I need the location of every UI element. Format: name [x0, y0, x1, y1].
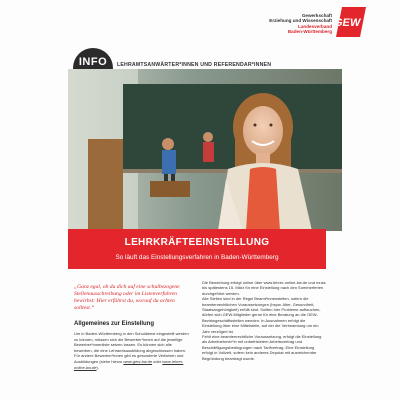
series-title: LEHRAMTSANWÄRTER*INNEN UND REFERENDAR*INNEN	[117, 62, 272, 68]
organization-name: Gewerkschaft Erziehung und Wissenschaft Landesverband Baden-Württemberg	[269, 13, 332, 35]
gew-logo	[332, 7, 366, 37]
page-title: LEHRKRÄFTEEINSTELLUNG	[124, 237, 270, 248]
right-paragraph-2: Alle Stellen sind in der Regel Beamt*innenstellen, sofern die beamtenrechtlichen Voraussetzungen (bspw. Alter, Gesundheit, Staatsangehörigkeit) erfüllt sind. Sollten hier Probleme auftauchen, dürfen sich GEW-Mitglieder gerne für eine Beratung an die GEW-Bezirksgeschäftsstellen wenden. In Ausnahmen erfolgt die Einstellung über eine Mittelstelle, auf der die Verbeamtung um ein Jahr verzögert ist.	[202, 296, 321, 334]
intro-quote: „Ganz egal, ob du dich auf eine schulbezogene Stellenausschreibung oder im Listenverfahren bewirbst: Hier erfährst du, worauf du achten solltest.“	[74, 284, 180, 311]
right-paragraph-3: Fehlt eine beamtenrechtliche Voraussetzung, erfolgt die Einstellung als Arbeitnehmer*in mit unbefristetem Arbeitsvertrag und Beschäftigungsbedingungen nach Tarifvertrag. Eine Einstellung erfolgt in Vollzeit, sofern kein anderes Deputat mit ausreichender Begründung beantragt wurde.	[202, 334, 322, 361]
badge-word: INFO	[78, 56, 108, 68]
gew-logo-text: GEW	[332, 17, 362, 29]
left-body-text: Um in Baden-Württemberg in den Schuldienst eingestellt werden zu können, müssen sich die Bewerber*innen auf die jeweilige Bewerber*innenliste setzen lassen. Es können sich alle bewerben, die eine Lehramtsausbildung abgeschlossen haben. Für andere Bewerber*innen gibt es gesonderte Verfahren und Ausbildungen (siehe hierzu www.gew-bw.de oder www.lehrer-online-bw.de).	[74, 331, 189, 370]
right-body-text	[202, 280, 326, 361]
section-heading: Allgemeines zur Einstellung	[74, 321, 155, 327]
cover-photo	[68, 69, 342, 231]
lehrer-online-link[interactable]: www.lehrer-online-bw.de	[74, 358, 184, 370]
gew-link[interactable]: www.gew-bw.de	[123, 358, 153, 364]
right-paragraph-1: Die Bewerbung erfolgt online über www.lehrer-online-bw.de und muss bis spätestens 15. März für eine Einstellung nach den Sommerferien durchgeführt werden.	[202, 280, 326, 296]
page-subtitle: So läuft das Einstellungsverfahren in Baden-Württemberg	[115, 254, 279, 261]
title-banner	[68, 229, 326, 269]
